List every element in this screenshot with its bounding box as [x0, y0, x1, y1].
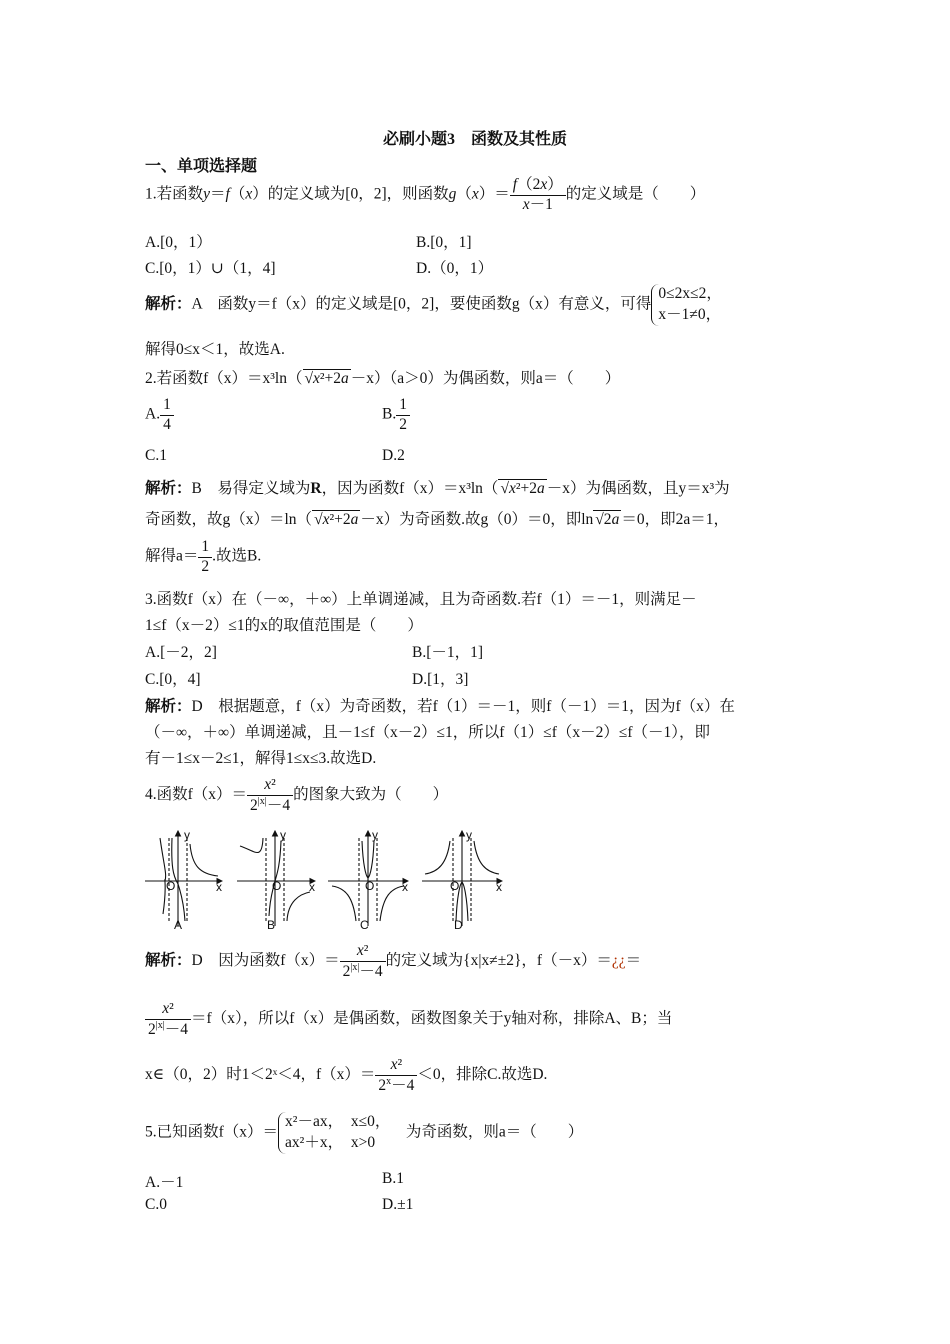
q3-option-c: C.[0，4] [145, 671, 201, 688]
q1-answer-line-2: 解得0≤x＜1，故选A. [145, 341, 285, 358]
page-title: 必刷小题3 函数及其性质 [382, 131, 567, 148]
axis-y-label: y [280, 828, 286, 842]
equation-system: 0≤2x≤2， x－1≠0， [651, 284, 722, 326]
q3-answer-line-3: 有－1≤x－2≤1，解得1≤x≤3.故选D. [145, 750, 377, 767]
q3-option-d: D.[1，3] [412, 671, 469, 688]
q2-option-a: A. $\frac{1}{4}$ [145, 396, 174, 434]
question-3-stem-line-1: 3.函数f（x）在（－∞，＋∞）上单调递减，且为奇函数.若f（1）＝－1，则满足－ [145, 591, 697, 608]
graph-label-b: B [267, 918, 276, 932]
q5-option-d: D.±1 [382, 1196, 414, 1213]
q2-option-d: D.2 [382, 447, 405, 464]
question-4-stem: 4.函数f（x）＝ $\frac{\text{x²}}{2^{|x|}-4}$ 的图象大致为（ ） [145, 776, 449, 814]
q3-option-b: B.[－1，1] [412, 644, 484, 661]
q2-answer-line-1: 解析：B 易得定义域为R，因为函数f（x）＝x³ln（ √x²+2a －x）为偶函数，且y＝x³为 [145, 480, 730, 497]
question-1-stem: 1.若函数y＝f（x）的定义域为[0，2]，则函数g（x）＝ $\frac{f(2x)}{x-1}$ 的定义域是（ ） [145, 176, 706, 213]
q2-option-b: B. $\frac{1}{2}$ [382, 396, 410, 434]
q3-answer-line-1: 解析：D 根据题意，f（x）为奇函数，若f（1）＝－1，则f（－1）＝1，因为f（x）在 [145, 698, 735, 715]
q4-answer-line-3: x∈（0，2）时1＜2ˣ＜4，f（x）＝ $\frac{\text{x²}}{2^x-4}$ ＜0，排除C.故选D. [145, 1056, 548, 1094]
axis-y-label: y [466, 828, 472, 842]
section-heading: 一、单项选择题 [145, 158, 258, 175]
axis-y-label: y [184, 828, 190, 842]
graph-label-c: C [360, 918, 369, 932]
piecewise-function: x²－ax， x≤0， ax²＋x， x>0 [278, 1112, 390, 1154]
q5-option-b: B.1 [382, 1170, 404, 1187]
axis-x-label: x [309, 880, 315, 894]
graph-label-d: D [454, 918, 463, 932]
question-2-stem: 2.若函数f（x）＝x³ln（ √x²+2a －x）（a＞0）为偶函数，则a＝（ ） [145, 370, 621, 387]
axis-x-label: x [496, 880, 502, 894]
q2-option-c: C.1 [145, 447, 167, 464]
fraction: $\frac{f(2x)}{x-1}$ [510, 176, 566, 214]
axis-x-label: x [216, 880, 222, 894]
q1-option-d: D.（0，1） [416, 260, 494, 277]
q2-answer-line-3: 解得a＝ $\frac{1}{2}$ .故选B. [145, 538, 262, 575]
q4-answer-line-2: $\frac{\text{x²}}{2^{|x|}-4}$ ＝f（x），所以f（x）是偶函数，函数图象关于y轴对称，排除A、B；当 [145, 1000, 672, 1039]
q5-option-a: A.－1 [145, 1174, 184, 1191]
q1-option-c: C.[0，1）∪（1，4] [145, 260, 276, 277]
axis-x-label: x [402, 880, 408, 894]
graph-label-a: A [174, 918, 183, 932]
answer-graphs [140, 826, 510, 936]
question-5-stem: 5.已知函数f（x）＝ x²－ax， x≤0， ax²＋x， x>0 为奇函数，则a＝（ ） [145, 1112, 583, 1154]
origin-label: O [365, 879, 375, 893]
q3-option-a: A.[－2，2] [145, 644, 217, 661]
origin-label: O [450, 879, 460, 893]
q4-answer-line-1: 解析：D 因为函数f（x）＝ $\frac{\text{x²}}{2^{|x|}-4}$ 的定义域为{x|x≠±2}，f（－x）＝¿¿＝ [145, 942, 642, 980]
q2-answer-line-2: 奇函数，故g（x）＝ln（ √x²+2a －x）为奇函数.故g（0）＝0，即ln √2a ＝0，即2a＝1， [145, 511, 729, 528]
axis-y-label: y [372, 828, 378, 842]
q3-answer-line-2: （－∞，＋∞）单调递减，且－1≤f（x－2）≤1，所以f（1）≤f（x－2）≤f（－1），即 [145, 724, 711, 741]
q5-option-c: C.0 [145, 1196, 167, 1213]
origin-label: O [166, 879, 176, 893]
q1-option-a: A.[0，1） [145, 234, 212, 251]
q1-option-b: B.[0，1] [416, 234, 472, 251]
q1-answer: 解析：A 函数y＝f（x）的定义域是[0，2]，要使函数g（x）有意义，可得 0≤2x≤2， x－1≠0， [145, 284, 722, 326]
question-3-stem-line-2: 1≤f（x－2）≤1的x的取值范围是（ ） [145, 617, 423, 634]
origin-label: O [272, 879, 282, 893]
